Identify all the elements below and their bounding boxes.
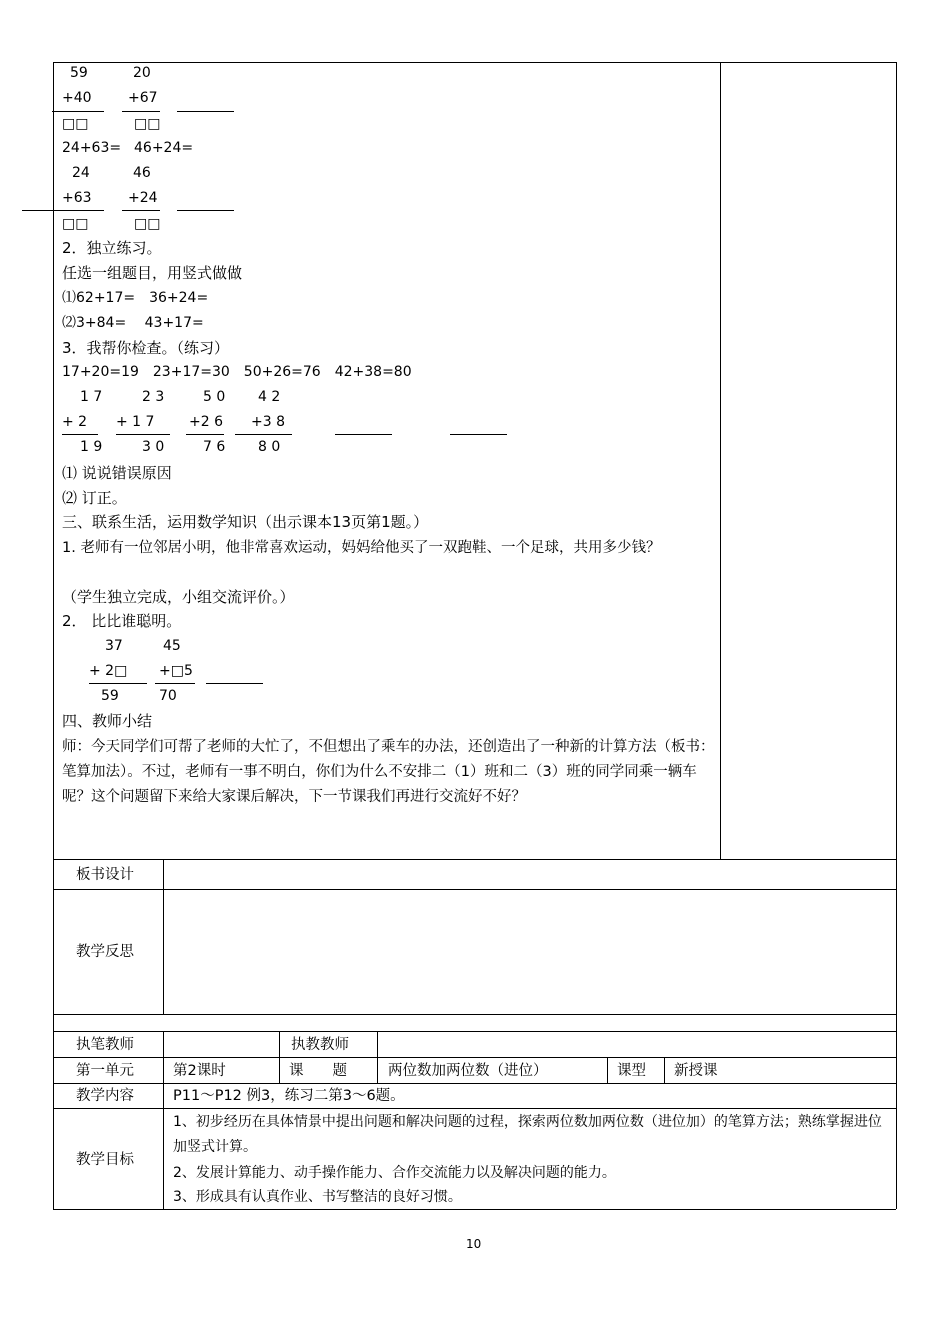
unit-label: 第一单元 [76,1063,134,1079]
board-design-label: 板书设计 [76,867,134,883]
sum-line [122,111,160,112]
col-line [607,1057,608,1083]
section-heading: 三、联系生活，运用数学知识（出示课本13页第1题。） [62,513,429,531]
sum-line [235,434,292,435]
vertical-addend: 2 3 [142,389,165,405]
label-col-line [163,1031,164,1209]
section-heading: 3．我帮你检查。（练习） [62,339,230,357]
sum-line [52,111,104,112]
vertical-addend: 5 0 [203,389,226,405]
col-line [279,1031,280,1083]
answer-blank [335,434,392,435]
wrong-result: 7 6 [203,439,226,455]
goal-item: 3、形成具有认真作业、书写整洁的良好习惯。 [173,1189,462,1205]
exercise-group: ⑴62+17= 36+24= [62,290,209,306]
sum-line [155,683,195,684]
topic-value: 两位数加两位数（进位） [388,1063,548,1079]
sum-line [186,434,224,435]
reflection-label: 教学反思 [76,944,134,960]
section-heading: 2． 比比谁聪明。 [62,612,182,630]
col-line [664,1057,665,1083]
wrong-result: 1 9 [80,439,103,455]
row-line [53,1057,896,1058]
table-right-border [896,62,897,1209]
given-sum: 70 [159,688,177,704]
word-problem: 1. 老师有一位邻居小明，他非常喜欢运动，妈妈给他买了一双跑鞋、一个足球，共用多少钱？ [62,540,661,556]
answer-boxes: □□ [62,116,89,132]
instruction: 任选一组题目，用竖式做做 [62,264,243,282]
answer-blank [177,111,234,112]
vertical-addend: +2 6 [189,414,223,430]
vertical-addend: 37 [105,638,123,654]
note: （学生独立完成，小组交流评价。） [62,588,295,606]
type-label: 课型 [617,1063,646,1079]
check-equations: 17+20=19 23+17=30 50+26=76 42+38=80 [62,364,412,380]
goal-item: 2、发展计算能力、动手操作能力、合作交流能力以及解决问题的能力。 [173,1165,616,1181]
vertical-addend: + 2□ [89,663,128,679]
vertical-addend: +67 [128,90,158,106]
vertical-addend: 4 2 [258,389,281,405]
row-line [53,1031,896,1032]
vertical-addend: 1 7 [80,389,103,405]
sub-item: ⑴ 说说错误原因 [62,464,172,482]
sub-item: ⑵ 订正。 [62,489,127,507]
vertical-addend: 46 [133,165,151,181]
content-value: P11～P12 例3，练习二第3～6题。 [173,1088,405,1104]
answer-blank [177,210,234,211]
section-heading: 2．独立练习。 [62,239,162,257]
sum-line [22,210,104,211]
answer-boxes: □□ [62,216,89,232]
vertical-addend: 24 [72,165,90,181]
content-label: 教学内容 [76,1088,134,1104]
vertical-addend: 59 [70,65,88,81]
equation: 46+24= [134,140,194,156]
vertical-addend: 20 [133,65,151,81]
answer-boxes: □□ [134,216,161,232]
table-bottom-border [53,1209,896,1210]
row-line [53,859,896,860]
sum-line [122,210,160,211]
table-left-border [53,62,54,1209]
vertical-addend: +□5 [159,663,193,679]
vertical-addend: +40 [62,90,92,106]
vertical-addend: +3 8 [251,414,285,430]
wrong-result: 8 0 [258,439,281,455]
label-col-line [163,859,164,1014]
topic-label: 课 题 [289,1063,347,1079]
type-value: 新授课 [674,1063,718,1079]
row-line [53,889,896,890]
writer-label: 执笔教师 [76,1037,134,1053]
sum-line [89,683,147,684]
page-number: 10 [466,1237,482,1251]
goals-label: 教学目标 [76,1152,134,1168]
exercise-group: ⑵3+84= 43+17= [62,315,204,331]
goal-item: 1、初步经历在具体情景中提出问题和解决问题的过程，探索两位数加两位数（进位加）的笔算方法；熟练掌握进位加竖式计算。 [173,1114,882,1155]
row-line [53,1014,896,1015]
sum-line [62,434,98,435]
answer-blank [450,434,507,435]
answer-blank [206,683,263,684]
col-line [377,1031,378,1083]
row-line [53,1083,896,1084]
table-top-border [53,62,896,63]
vertical-addend: + 1 7 [116,414,155,430]
vertical-addend: + 2 [62,414,88,430]
vertical-addend: +63 [62,190,92,206]
answer-boxes: □□ [134,116,161,132]
teacher-label: 执教教师 [291,1037,349,1053]
lesson-label: 第2课时 [173,1063,226,1079]
sum-line [116,434,170,435]
teacher-summary: 师：今天同学们可帮了老师的大忙了，不但想出了乘车的办法，还创造出了一种新的计算方法（板书：笔算加法）。不过，老师有一事不明白，你们为什么不安排二（1）班和二（3）班的同学同乘一辆车呢？这个问题留下来给大家课后解决，下一节课我们再进行交流好不好？ [62,739,715,805]
vertical-addend: 45 [163,638,181,654]
upper-divider [720,62,721,859]
section-heading: 四、教师小结 [62,712,153,730]
given-sum: 59 [101,688,119,704]
wrong-result: 3 0 [142,439,165,455]
equation: 24+63= [62,140,122,156]
vertical-addend: +24 [128,190,158,206]
row-line [53,1108,896,1109]
